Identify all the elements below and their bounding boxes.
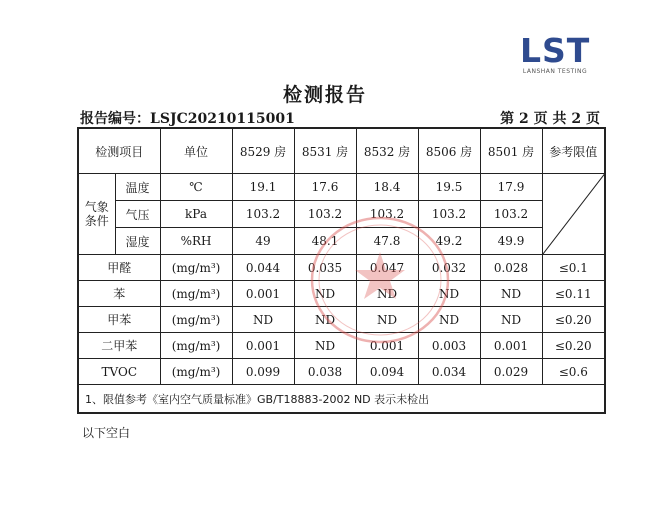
company-logo	[520, 31, 591, 75]
value-cell: 19.5	[418, 174, 480, 201]
value-cell: 49.9	[480, 228, 542, 255]
diagonal-strike	[543, 174, 605, 254]
page-info: 第 2 页 共 2 页	[500, 111, 600, 127]
weather-label: 温度	[115, 174, 160, 201]
value-cell: ND	[356, 307, 418, 333]
value-cell: 0.032	[418, 255, 480, 281]
value-cell: 48.1	[294, 228, 356, 255]
value-cell: 17.9	[480, 174, 542, 201]
value-cell: 49	[232, 228, 294, 255]
limit-cell: ≤0.20	[542, 333, 605, 359]
unit-cell: (mg/m³)	[160, 281, 232, 307]
value-cell: 0.044	[232, 255, 294, 281]
limit-cell: ≤0.11	[542, 281, 605, 307]
value-cell: 103.2	[232, 201, 294, 228]
value-cell: ND	[294, 307, 356, 333]
footer-text: 以下空白	[82, 426, 131, 440]
value-cell: 0.035	[294, 255, 356, 281]
logo-subtitle: LANSHAN TESTING	[522, 68, 588, 75]
limit-cell: ≤0.6	[542, 359, 605, 385]
results-table	[77, 127, 606, 414]
value-cell: 0.001	[356, 333, 418, 359]
value-cell: 0.099	[232, 359, 294, 385]
unit-cell: (mg/m³)	[160, 333, 232, 359]
pollutant-label: 苯	[78, 281, 160, 307]
value-cell: 0.028	[480, 255, 542, 281]
value-cell: 0.001	[232, 281, 294, 307]
limit-cell: ≤0.20	[542, 307, 605, 333]
weather-group-label: 气象 条件	[78, 174, 115, 255]
limit-cell: ≤0.1	[542, 255, 605, 281]
header-room: 8529 房	[232, 128, 294, 174]
value-cell: 103.2	[480, 201, 542, 228]
value-cell: 0.029	[480, 359, 542, 385]
value-cell: 103.2	[418, 201, 480, 228]
pollutant-label: 二甲苯	[78, 333, 160, 359]
value-cell: 103.2	[294, 201, 356, 228]
header-item: 检测项目	[78, 128, 160, 174]
value-cell: ND	[418, 281, 480, 307]
value-cell: ND	[232, 307, 294, 333]
value-cell: ND	[294, 281, 356, 307]
header-room: 8506 房	[418, 128, 480, 174]
weather-row-temperature	[78, 174, 605, 201]
unit-cell: kPa	[160, 201, 232, 228]
header-room: 8532 房	[356, 128, 418, 174]
value-cell: 0.094	[356, 359, 418, 385]
value-cell: 0.047	[356, 255, 418, 281]
value-cell: 0.001	[232, 333, 294, 359]
header-room: 8531 房	[294, 128, 356, 174]
ref-empty-cell	[542, 174, 605, 255]
pollutant-label: 甲苯	[78, 307, 160, 333]
value-cell: 17.6	[294, 174, 356, 201]
header-ref: 参考限值	[542, 128, 605, 174]
pollutant-row-toluene	[78, 307, 605, 333]
unit-cell: ℃	[160, 174, 232, 201]
unit-cell: (mg/m³)	[160, 255, 232, 281]
value-cell: 0.001	[480, 333, 542, 359]
value-cell: ND	[480, 281, 542, 307]
value-cell: ND	[294, 333, 356, 359]
unit-cell: (mg/m³)	[160, 359, 232, 385]
pollutant-row-tvoc	[78, 359, 605, 385]
value-cell: 0.034	[418, 359, 480, 385]
unit-cell: %RH	[160, 228, 232, 255]
weather-row-humidity	[78, 228, 605, 255]
weather-label: 气压	[115, 201, 160, 228]
value-cell: 0.003	[418, 333, 480, 359]
weather-label: 湿度	[115, 228, 160, 255]
pollutant-label: 甲醛	[78, 255, 160, 281]
header-row	[78, 128, 605, 174]
note-row	[78, 385, 605, 414]
pollutant-row-xylene	[78, 333, 605, 359]
value-cell: 19.1	[232, 174, 294, 201]
pollutant-label: TVOC	[78, 359, 160, 385]
note-text: 1、限值参考《室内空气质量标准》GB/T18883-2002 ND 表示未检出	[78, 385, 605, 414]
weather-row-pressure	[78, 201, 605, 228]
report-number: 报告编号：LSJC20210115001	[80, 111, 295, 127]
value-cell: 0.038	[294, 359, 356, 385]
pollutant-row-benzene	[78, 281, 605, 307]
header-unit: 单位	[160, 128, 232, 174]
value-cell: ND	[480, 307, 542, 333]
value-cell: ND	[418, 307, 480, 333]
value-cell: ND	[356, 281, 418, 307]
value-cell: 47.8	[356, 228, 418, 255]
logo-mark: LST	[520, 31, 591, 70]
pollutant-row-formaldehyde	[78, 255, 605, 281]
header-room: 8501 房	[480, 128, 542, 174]
value-cell: 49.2	[418, 228, 480, 255]
value-cell: 18.4	[356, 174, 418, 201]
unit-cell: (mg/m³)	[160, 307, 232, 333]
value-cell: 103.2	[356, 201, 418, 228]
document-title: 检测报告	[282, 84, 367, 106]
